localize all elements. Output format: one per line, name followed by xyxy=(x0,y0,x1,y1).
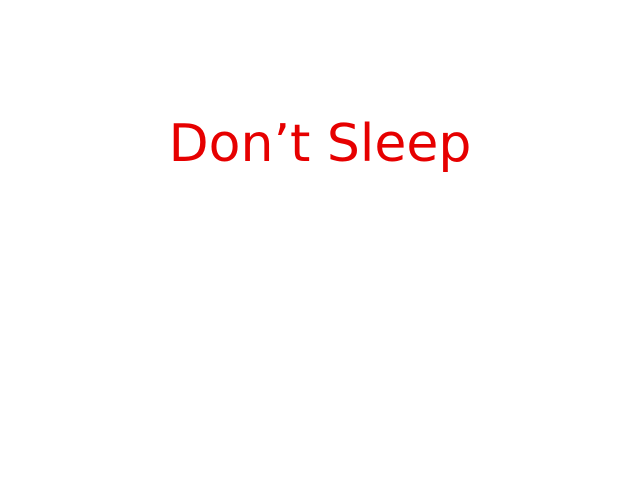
page-title: Don’t Sleep xyxy=(168,114,472,174)
